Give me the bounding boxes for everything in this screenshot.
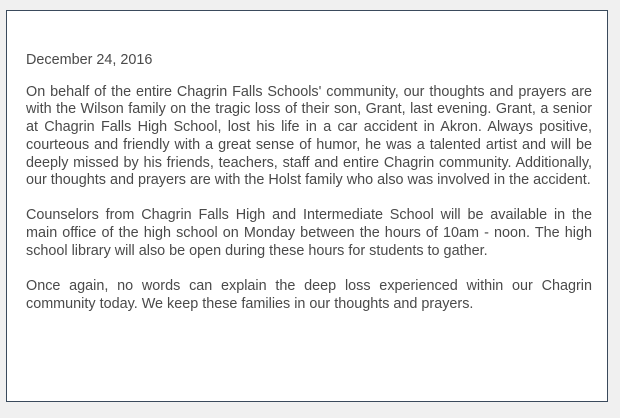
announcement-content xyxy=(26,52,592,313)
announcement-box xyxy=(6,10,608,402)
paragraph-counselors: Counselors from Chagrin Falls High and Intermediate School will be available in the main office of the high school on Monday between the hours of 10am - noon. The high school library will also be open during these hours for students to gather. xyxy=(26,207,592,259)
paragraph-closing: Once again, no words can explain the deep loss experienced within our Chagrin community today. We keep these families in our thoughts and prayers. xyxy=(26,277,592,312)
announcement-date: December 24, 2016 xyxy=(26,52,153,68)
paragraph-condolences: On behalf of the entire Chagrin Falls Schools' community, our thoughts and prayers are with the Wilson family on the tragic loss of their son, Grant, last evening. Grant, a senior at Chagrin Falls High School, lost his life in a car accident in Akron. Always positive, courteous and friendly with a great sense of humor, he was a talented artist and will be deeply missed by his friends, teachers, staff and entire Chagrin community. Additionally, our thoughts and prayers are with the Holst family who also was involved in the accident. xyxy=(26,83,592,189)
